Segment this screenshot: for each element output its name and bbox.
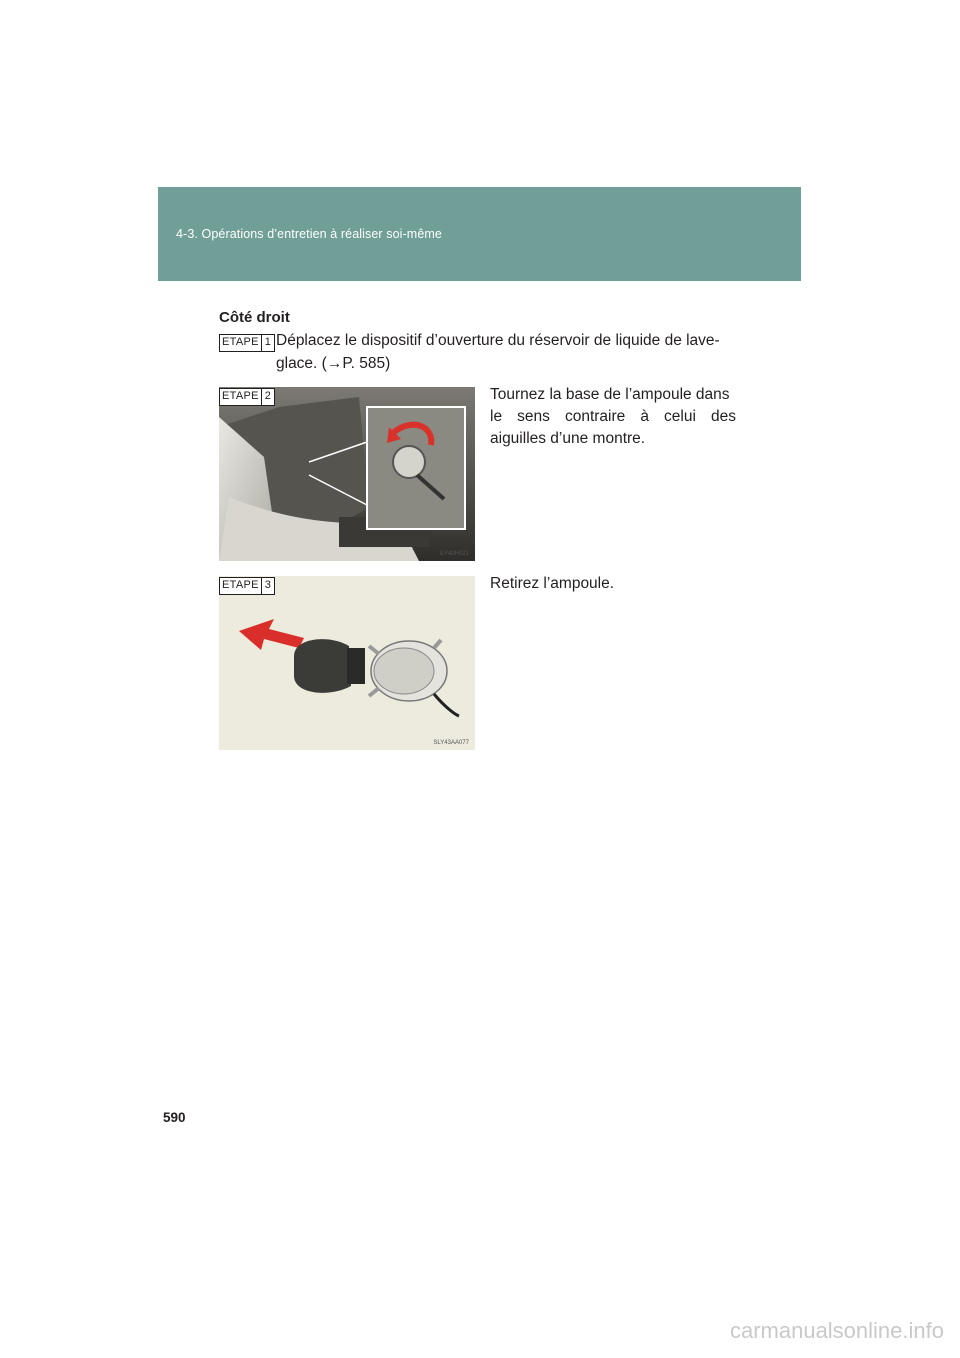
step-badge-label: ETAPE (220, 389, 262, 405)
watermark: carmanualsonline.info (729, 1318, 944, 1343)
step-badge-label: ETAPE (220, 335, 262, 351)
step-badge-label: ETAPE (220, 578, 262, 594)
step-2-badge (219, 388, 275, 406)
step-1-text-line1: Déplacez le dispositif d’ouverture du réservoir de liquide de lave- (276, 332, 720, 349)
step-badge-number: 3 (264, 579, 271, 591)
step-badge-number: 2 (264, 390, 271, 402)
chapter-title: 4-3. Opérations d’entretien à réaliser soi-même (176, 227, 442, 241)
step-2-figure (219, 387, 475, 561)
step-1-badge (219, 334, 275, 352)
headlight-bulb-illustration (219, 387, 475, 561)
bulb-removal-illustration (219, 576, 475, 750)
chapter-header-bar (158, 187, 801, 281)
step-2-text-line1: Tournez la base de l’ampoule dans (490, 386, 730, 403)
step-3-badge (219, 577, 275, 595)
figure-code: SLY43AA077 (433, 740, 469, 746)
step-2-text-line3: aiguilles d’une montre. (490, 430, 646, 447)
section-title: Côté droit (219, 309, 290, 326)
step-3-figure (219, 576, 475, 750)
step-badge-number: 1 (264, 336, 271, 348)
step-1-text-line2: glace. (→P. 585) (276, 355, 391, 372)
step-3-text-line1: Retirez l’ampoule. (490, 575, 615, 592)
step-2-text-line2-content: le sens contraire à celui des (490, 408, 736, 425)
figure-code: ILY42H021 (439, 551, 469, 557)
page-number: 590 (163, 1110, 186, 1125)
step-2-text-line2 (490, 406, 736, 428)
